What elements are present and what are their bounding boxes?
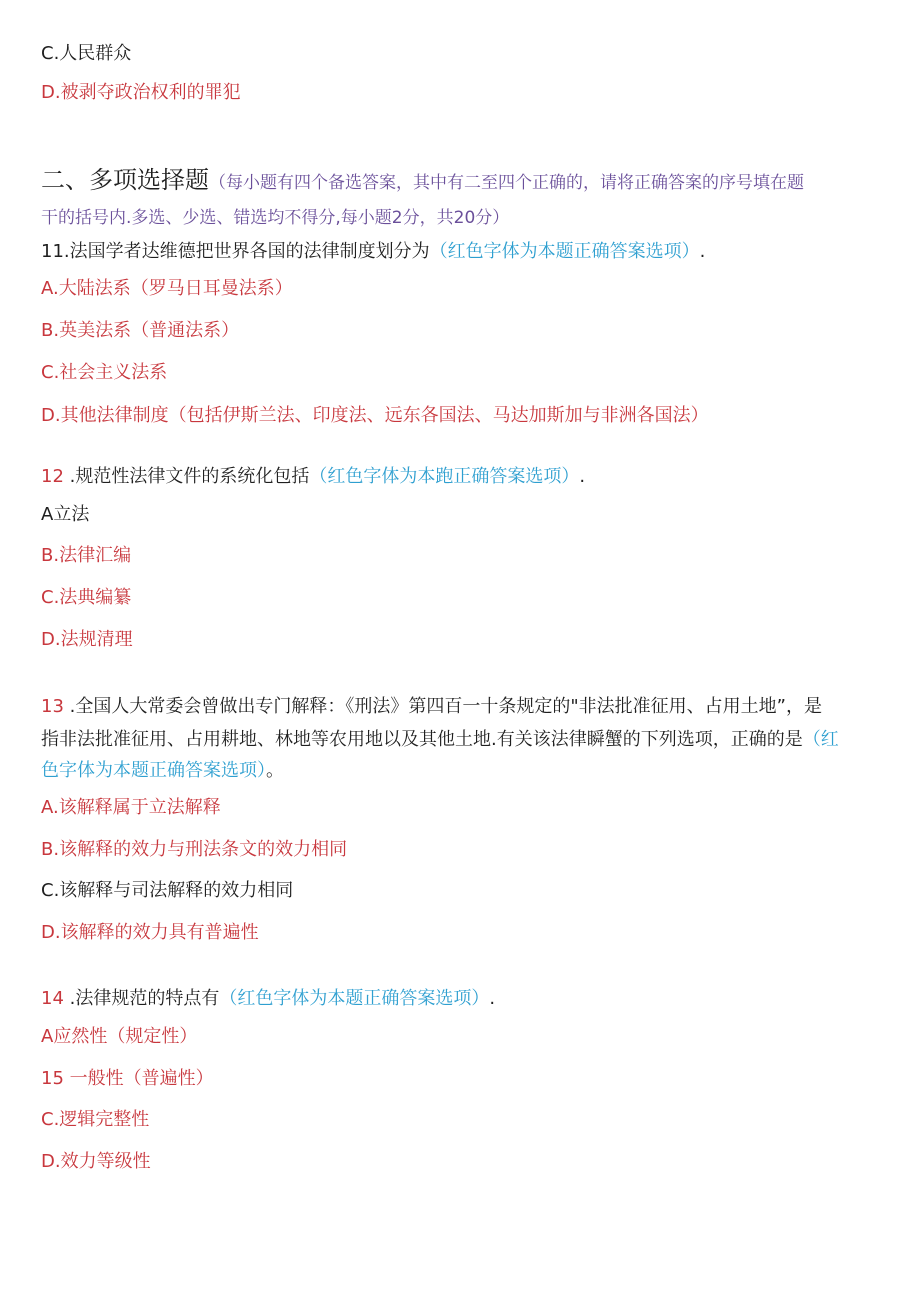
q12-stem: [41, 465, 585, 489]
q12-option-b: B.法律汇编: [41, 545, 132, 566]
q13-stem-line3: [41, 759, 284, 783]
q12-option-d: D.法规清理: [41, 629, 133, 650]
q12-text: .规范性法律文件的系统化包括: [63, 466, 310, 487]
q13-option-b: B.该解释的效力与刑法条文的效力相同: [41, 839, 348, 860]
q13-option-c: C.该解释与司法解释的效力相同: [41, 880, 294, 901]
q14-end: .: [489, 988, 496, 1009]
q13-end: 。: [266, 760, 284, 781]
q13-hint-part2: 色字体为本题正确答案选项）: [41, 760, 266, 781]
q11-option-c: C.社会主义法系: [41, 362, 168, 383]
q11-option-b: B.英美法系（普通法系）: [41, 320, 240, 341]
q13-option-a: A.该解释属于立法解释: [41, 797, 221, 818]
prev-option-c: C.人民群众: [41, 43, 132, 64]
prev-option-d: D.被剥夺政治权利的罪犯: [41, 82, 241, 103]
q13-hint-part1: （红: [802, 729, 839, 750]
q14-option-b: 15 一般性（普遍性）: [41, 1068, 214, 1089]
q14-option-a: A应然性（规定性）: [41, 1026, 198, 1047]
q13-number: 13: [41, 696, 64, 717]
section-heading: [41, 168, 804, 195]
q14-number: 14: [41, 988, 64, 1009]
q14-stem: [41, 987, 495, 1011]
q12-end: .: [579, 466, 586, 487]
q14-option-c: C.逻辑完整性: [41, 1109, 150, 1130]
q13-stem-line2: [41, 728, 839, 752]
q12-option-a: A立法: [41, 504, 90, 525]
q13-text-line1: .全国人大常委会曾做出专门解释：《刑法》第四百一十条规定的"非法批准征用、占用土地”，是: [63, 696, 822, 717]
q13-option-d: D.该解释的效力具有普遍性: [41, 922, 259, 943]
q11-hint: （红色字体为本题正确答案选项）: [429, 241, 700, 262]
q11-stem: [41, 240, 705, 264]
q11-end: .: [699, 241, 706, 262]
section-note-line1: （每小题有四个备选答案，其中有二至四个正确的，请将正确答案的序号填在题: [209, 173, 804, 193]
q12-option-c: C.法典编纂: [41, 587, 132, 608]
section-title: 二、多项选择题: [41, 166, 209, 194]
q11-option-a: A.大陆法系（罗马日耳曼法系）: [41, 278, 293, 299]
q14-option-d: D.效力等级性: [41, 1151, 151, 1172]
q14-text: .法律规范的特点有: [63, 988, 220, 1009]
q11-option-d: D.其他法律制度（包括伊斯兰法、印度法、远东各国法、马达加斯加与非洲各国法）: [41, 405, 709, 426]
q13-text-line2: 指非法批准征用、占用耕地、林地等农用地以及其他土地.有关该法律瞬蟹的下列选项，正确的是: [41, 729, 803, 750]
q12-hint: （红色字体为本跑正确答案选项）: [309, 466, 580, 487]
q13-stem-line1: [41, 695, 822, 719]
section-note-line2: 干的括号内.多选、少选、错选均不得分,每小题2分，共20分）: [41, 208, 510, 228]
q14-hint: （红色字体为本题正确答案选项）: [219, 988, 490, 1009]
q12-number: 12: [41, 466, 64, 487]
q11-text: 11.法国学者达维德把世界各国的法律制度划分为: [41, 241, 430, 262]
